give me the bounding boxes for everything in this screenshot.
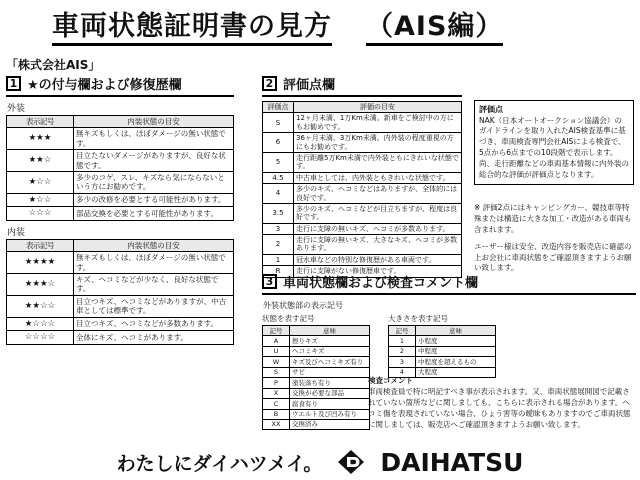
- table-row: [263, 399, 370, 409]
- code-key: B: [263, 409, 290, 419]
- code-key: P: [263, 378, 290, 388]
- code-key: XX: [263, 419, 290, 429]
- table-row: [389, 336, 496, 346]
- eval-desc: 走行距離5万Km未満で内外装ともにきれいな状態です。: [294, 152, 462, 172]
- section-1-title: ★の付与欄および修復歴欄: [27, 78, 182, 93]
- evaluation-note-box: [474, 100, 634, 185]
- code-value: 腐食有り: [290, 399, 370, 409]
- row-desc: キズ、ヘコミなどが少なく、良好な状態です。: [74, 274, 234, 296]
- symbol-code-header: 状態を表す記号: [262, 314, 315, 323]
- table-row: [263, 346, 370, 356]
- eval-desc: 36ヶ月未満、3万Km未満。内外装の程度重視の方にもお勧めです。: [294, 133, 462, 153]
- col-header-meaning: 意味: [416, 326, 496, 336]
- eval-desc: 走行に支障の無いキズ、ヘコミが多数あります。: [294, 223, 462, 234]
- eval-desc: 多少のキズ、ヘコミなどはありますが、全体的には良好です。: [294, 184, 462, 204]
- table-row: [7, 207, 234, 221]
- section-2-title: 評価点欄: [283, 78, 336, 93]
- table-row: [7, 252, 234, 274]
- section-3-title: 車両状態欄および検査コメント欄: [283, 276, 479, 291]
- size-code-table: [388, 325, 496, 378]
- code-value: サビ: [290, 367, 370, 377]
- section-3: [262, 272, 636, 430]
- eval-desc: 12ヶ月未満、1万Km未満。新車をご検討中の方にもお勧めです。: [294, 113, 462, 133]
- row-desc: 全体にキズ、ヘコミがあります。: [74, 331, 234, 345]
- table-row: [7, 274, 234, 296]
- title-sub-text: （AIS編）: [366, 12, 503, 47]
- table-row: [263, 409, 370, 419]
- code-key: A: [263, 336, 290, 346]
- eval-desc: 冠水車などの特別な修復歴がある車両です。: [294, 254, 462, 265]
- code-key: S: [263, 367, 290, 377]
- title-main-text: 車両状態証明書の見方: [52, 12, 332, 47]
- size-code-header: 大きさを表す記号: [388, 314, 448, 323]
- code-value: 中程度: [416, 346, 496, 356]
- table-row: [263, 223, 462, 234]
- table-row: [263, 357, 370, 367]
- code-value: 中程度を超えるもの: [416, 357, 496, 367]
- eval-desc: 走行に支障がない修復歴車です。: [294, 266, 462, 277]
- eval-point: 1: [263, 254, 294, 265]
- col-header-symbol: 表示記号: [7, 239, 74, 251]
- col-header-desc: 内装状態の目安: [74, 116, 234, 128]
- table-header-row: [263, 102, 462, 113]
- col-header-meaning: 意味: [290, 326, 370, 336]
- section-1-rule: [6, 95, 234, 97]
- symbol-code-table: [262, 325, 370, 430]
- table-row: [7, 193, 234, 207]
- note-item: ユーザー様は安全、改造内容を販売店に確認の上お会社に車両状態をご確認頂きますようお願い致します。: [474, 241, 632, 273]
- table-row: [263, 203, 462, 223]
- star-symbol: ★★☆: [28, 155, 52, 166]
- code-value: ウエルト及び凹み有り: [290, 409, 370, 419]
- exterior-table: [6, 115, 234, 221]
- table-row: [263, 367, 370, 377]
- star-symbol: ★☆☆☆: [24, 318, 56, 329]
- eval-point: S: [263, 113, 294, 133]
- row-desc: 目立たないダメージがありますが、良好な状態です。: [74, 150, 234, 172]
- page-title: [52, 8, 588, 50]
- eval-point: R: [263, 266, 294, 277]
- table-row: [7, 150, 234, 172]
- code-value: キズ及びヘコミキズ有り: [290, 357, 370, 367]
- row-desc: 無キズもしくは、ほぼダメージの無い状態です。: [74, 252, 234, 274]
- footer-slogan: わたしにダイハツメイ。: [116, 452, 323, 475]
- section-3-rule: [262, 293, 636, 295]
- exterior-label: 外装: [7, 104, 26, 114]
- table-row: [7, 331, 234, 345]
- inspection-comment-body: 車両検査員で特に明記すべき事が表示されます。又、車両状態展開図で記載されていない箇所などに関しましても、こちらに表示される場合があります。ヘコミ傷を表現されていない場合、ひょう害等の曖昧もありますのでご車両状態に関しましては、販売店へご確認頂きますようお願い致します。: [368, 386, 631, 429]
- table-row: [263, 184, 462, 204]
- eval-desc: 中古車としては、内外装ともきれいな状態です。: [294, 172, 462, 183]
- star-symbol: ★★☆☆: [24, 300, 56, 311]
- code-value: 大程度: [416, 367, 496, 377]
- row-desc: 部品交換を必要とする可能性があります。: [74, 207, 234, 221]
- section-3-header: [262, 272, 636, 291]
- code-value: 交換が必要な部品: [290, 388, 370, 398]
- eval-desc: 走行に支障の無いキズ、大きなキズ、ヘコミが多数あります。: [294, 235, 462, 255]
- code-key: 4: [389, 367, 416, 377]
- table-row: [389, 357, 496, 367]
- interior-label: 内装: [7, 227, 26, 238]
- eval-point: 6: [263, 133, 294, 153]
- section-1-header: [6, 74, 234, 93]
- table-row: [263, 419, 370, 429]
- eval-point: 5: [263, 152, 294, 172]
- table-row: [263, 235, 462, 255]
- daihatsu-d-logo-icon: [336, 449, 366, 475]
- star-symbol: ★★★★: [24, 257, 56, 268]
- table-header-row: [263, 326, 370, 336]
- col-header-desc: 評価の目安: [294, 102, 462, 113]
- inspection-comment-title: 検査コメント: [368, 376, 413, 385]
- section-3-subtitle: 外装状態部の表示記号: [263, 301, 343, 310]
- footer-brand: DAIHATSU: [380, 447, 524, 477]
- eval-point: 3.5: [263, 203, 294, 223]
- code-value: 擦りキズ: [290, 336, 370, 346]
- code-value: 塗装落ち有り: [290, 378, 370, 388]
- row-desc: 多少の改修を必要とする可能性があります。: [74, 193, 234, 207]
- evaluation-table: [262, 101, 462, 278]
- code-key: X: [263, 388, 290, 398]
- note-title: 評価点: [479, 105, 503, 114]
- company-label: 「株式会社AIS」: [6, 58, 101, 72]
- star-symbol: ★★★: [28, 133, 52, 144]
- code-key: 1: [389, 336, 416, 346]
- table-row: [7, 317, 234, 331]
- section-3-number: 3: [262, 274, 277, 289]
- table-header-row: [7, 239, 234, 251]
- note-item: ※ 評価2点にはキャンピングカー、競技車等特殊または構造に大きな加工・改造がある車両も含まれます。: [474, 203, 632, 234]
- footer: [0, 444, 640, 480]
- row-desc: 目立つキズ、ヘコミなどが多数あります。: [74, 317, 234, 331]
- section-2-header: [262, 74, 462, 93]
- table-row: [263, 133, 462, 153]
- star-symbol: ★☆☆: [28, 176, 52, 187]
- col-header-code: 記号: [389, 326, 416, 336]
- row-desc: 多少のコゲ、スレ、キズなら気にならないという方にお勧めです。: [74, 171, 234, 193]
- section-2-rule: [262, 95, 462, 97]
- code-key: C: [263, 399, 290, 409]
- table-row: [7, 128, 234, 150]
- section-1-number: 1: [6, 76, 21, 91]
- section-2: [262, 74, 462, 278]
- code-value: 交換済み: [290, 419, 370, 429]
- code-key: 3: [389, 357, 416, 367]
- code-key: 2: [389, 346, 416, 356]
- eval-point: 4.5: [263, 172, 294, 183]
- eval-point: 2: [263, 235, 294, 255]
- table-header-row: [389, 326, 496, 336]
- table-row: [7, 171, 234, 193]
- table-row: [263, 152, 462, 172]
- table-row: [7, 295, 234, 317]
- table-row: [263, 378, 370, 388]
- col-header-desc: 内装状態の目安: [74, 239, 234, 251]
- star-symbol: ★☆☆: [28, 194, 52, 205]
- col-header-code: 記号: [263, 326, 290, 336]
- code-value: ヘコミキズ: [290, 346, 370, 356]
- table-row: [263, 172, 462, 183]
- eval-point: 3: [263, 223, 294, 234]
- table-row: [263, 388, 370, 398]
- row-desc: 無キズもしくは、ほぼダメージの無い状態です。: [74, 128, 234, 150]
- star-symbol: ☆☆☆: [28, 208, 52, 219]
- eval-point: 4: [263, 184, 294, 204]
- table-row: [263, 254, 462, 265]
- section-2-number: 2: [262, 76, 277, 91]
- interior-table: [6, 239, 234, 345]
- star-symbol: ☆☆☆☆: [24, 332, 56, 343]
- col-header-point: 評価点: [263, 102, 294, 113]
- table-row: [389, 346, 496, 356]
- code-key: U: [263, 346, 290, 356]
- symbol-code-column: [262, 313, 370, 430]
- note-body: NAK（日本オートオークション協議会）のガイドラインを取り入れたAIS検査基準に基づき、車両検査専門会社AISによる検査で、5点から6点までの10段階で表示します。尚、走行距離などの車両基本情報に内外装の総合的な評価が評価点となります。: [479, 115, 629, 179]
- col-header-symbol: 表示記号: [7, 116, 74, 128]
- code-value: 小程度: [416, 336, 496, 346]
- section-1: [6, 74, 234, 345]
- row-desc: 目立つキズ、ヘコミなどがありますが、中古車としては標準です。: [74, 295, 234, 317]
- table-header-row: [7, 116, 234, 128]
- inspection-comment: [368, 376, 634, 430]
- table-row: [263, 336, 370, 346]
- code-key: W: [263, 357, 290, 367]
- table-row: [263, 113, 462, 133]
- star-symbol: ★★★☆: [24, 279, 56, 290]
- additional-notes: [474, 203, 636, 280]
- eval-desc: 多少のキズ、ヘコミなどが目立ちますが、程度は良好です。: [294, 203, 462, 223]
